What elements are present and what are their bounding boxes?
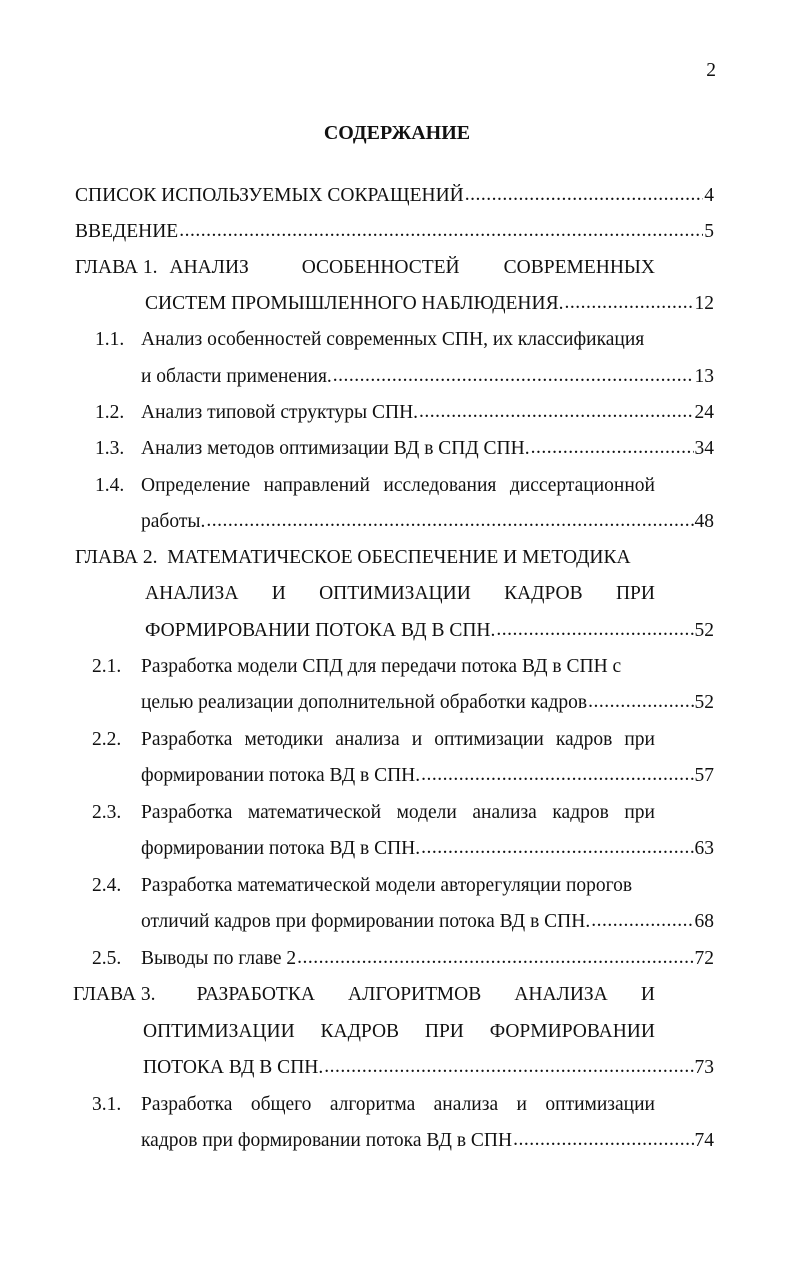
toc-chapter-1-line-2 (145, 293, 714, 319)
toc-page-number: 63 (694, 838, 714, 859)
toc-word: Разработка (141, 729, 233, 750)
toc-page-number: 73 (694, 1057, 714, 1078)
toc-section-1-2 (141, 402, 714, 428)
toc-word: анализа (472, 802, 537, 823)
page-title: СОДЕРЖАНИЕ (323, 122, 471, 144)
toc-entry-text: Разработка математической модели авторегуляции порогов (141, 875, 633, 896)
dot-leader (421, 837, 693, 859)
toc-entry-text: ПОТОКА ВД В СПН. (143, 1057, 324, 1078)
toc-entry-text: Выводы по главе 2 (141, 948, 297, 969)
toc-section-number: 1.3. (95, 438, 125, 459)
toc-word: при (624, 802, 655, 823)
toc-word: математической (247, 802, 382, 823)
toc-entry-text: Анализ типовой структуры СПН. (141, 402, 419, 423)
toc-entry-abbreviations (75, 185, 714, 211)
toc-word: исследования (383, 475, 497, 496)
dot-leader (297, 947, 693, 969)
toc-entry-introduction (75, 221, 714, 247)
toc-section-number: 1.1. (95, 329, 125, 350)
toc-section-number: 2.5. (92, 948, 122, 969)
toc-section-number: 1.2. (95, 402, 125, 423)
dot-leader (324, 1056, 693, 1078)
toc-word: ПРИ (615, 583, 655, 604)
toc-section-2-4-line-1 (141, 875, 714, 901)
toc-entry-text: СИСТЕМ ПРОМЫШЛЕННОГО НАБЛЮДЕНИЯ. (145, 293, 564, 314)
dot-leader (564, 292, 693, 314)
toc-section-1-1-line-2 (141, 366, 714, 392)
toc-word: оптимизации (545, 1094, 655, 1115)
toc-word: при (624, 729, 655, 750)
toc-section-3-1-line-2 (141, 1130, 714, 1156)
toc-entry-text: СПИСОК ИСПОЛЬЗУЕМЫХ СОКРАЩЕНИЙ (75, 185, 464, 206)
toc-word: КАДРОВ (320, 1021, 400, 1042)
toc-page-number: 34 (694, 438, 714, 459)
toc-page-number: 48 (694, 511, 714, 532)
toc-word: направлений (263, 475, 370, 496)
dot-leader (513, 1129, 693, 1151)
toc-chapter-3-line-3 (143, 1057, 714, 1083)
toc-word: общего (250, 1094, 312, 1115)
toc-entry-text: ГЛАВА 2. МАТЕМАТИЧЕСКОЕ ОБЕСПЕЧЕНИЕ И МЕТОДИКА (75, 547, 631, 568)
toc-word: Определение (141, 475, 251, 496)
dot-leader (531, 437, 694, 459)
toc-chapter-3-line-2 (143, 1021, 655, 1047)
toc-word: АНАЛИЗА (514, 984, 608, 1005)
toc-entry-text: ВВЕДЕНИЕ (75, 221, 179, 242)
toc-word: ПРИ (424, 1021, 464, 1042)
toc-word: ФОРМИРОВАНИИ (489, 1021, 655, 1042)
toc-page-number: 12 (694, 293, 714, 314)
toc-word: ОПТИМИЗАЦИИ (319, 583, 471, 604)
toc-section-number: 3.1. (92, 1094, 122, 1115)
toc-word: анализа (335, 729, 400, 750)
toc-entry-text: формировании потока ВД в СПН. (141, 838, 421, 859)
toc-section-number: 1.4. (95, 475, 125, 496)
toc-word: Разработка (141, 802, 233, 823)
toc-chapter-2-line-2 (145, 583, 655, 609)
toc-chapter-1-line-1 (75, 257, 655, 283)
toc-word: РАЗРАБОТКА (196, 984, 315, 1005)
toc-entry-text: работы. (141, 511, 206, 532)
toc-chapter-2-line-3 (145, 620, 714, 646)
toc-word: кадров (552, 802, 609, 823)
toc-entry-text: Разработка модели СПД для передачи потока ВД в СПН с (141, 656, 622, 677)
toc-entry-text: и области применения. (141, 366, 332, 387)
toc-page-number: 74 (694, 1130, 714, 1151)
toc-word: СОВРЕМЕННЫХ (503, 257, 655, 278)
toc-word: оптимизации (434, 729, 544, 750)
toc-section-2-2-line-1 (141, 729, 655, 755)
toc-chapter-2-line-1 (75, 547, 655, 573)
toc-page-number: 5 (704, 221, 714, 242)
toc-word: кадров (555, 729, 613, 750)
toc-chapter-3-line-1 (73, 984, 655, 1010)
toc-section-2-3-line-1 (141, 802, 655, 828)
toc-section-1-4-line-1 (141, 475, 655, 501)
toc-word: КАДРОВ (504, 583, 583, 604)
toc-word: ГЛАВА 1. (75, 257, 158, 278)
toc-word: и (516, 1094, 527, 1115)
toc-section-2-3-line-2 (141, 838, 714, 864)
toc-entry-text: кадров при формировании потока ВД в СПН (141, 1130, 513, 1151)
toc-entry-text: целью реализации дополнительной обработки кадров (141, 692, 588, 713)
dot-leader (421, 764, 693, 786)
toc-entry-text: Анализ методов оптимизации ВД в СПД СПН. (141, 438, 530, 459)
toc-page-number: 13 (694, 366, 714, 387)
toc-word: АНАЛИЗ (169, 257, 249, 278)
toc-word: диссертационной (509, 475, 655, 496)
toc-page-number: 68 (694, 911, 714, 932)
toc-word: И (640, 984, 655, 1005)
toc-page-number: 24 (694, 402, 714, 423)
toc-word: модели (396, 802, 457, 823)
dot-leader (465, 184, 703, 206)
toc-section-1-4-line-2 (141, 511, 714, 537)
toc-section-number: 2.3. (92, 802, 122, 823)
toc-section-3-1-line-1 (141, 1094, 655, 1120)
toc-word: ОСОБЕННОСТЕЙ (301, 257, 460, 278)
toc-entry-text: ФОРМИРОВАНИИ ПОТОКА ВД В СПН. (145, 620, 496, 641)
toc-page-number: 4 (704, 185, 714, 206)
toc-section-2-4-line-2 (141, 911, 714, 937)
toc-entry-text: отличий кадров при формировании потока ВД в СПН. (141, 911, 591, 932)
toc-word: алгоритма (329, 1094, 416, 1115)
toc-word: И (271, 583, 286, 604)
toc-page-number: 52 (694, 620, 714, 641)
toc-word: анализа (433, 1094, 499, 1115)
toc-entry-text: Анализ особенностей современных СПН, их классификация (141, 329, 645, 350)
dot-leader (419, 401, 693, 423)
dot-leader (179, 220, 703, 242)
toc-section-1-3 (141, 438, 714, 464)
toc-page-number: 57 (694, 765, 714, 786)
dot-leader (588, 691, 693, 713)
toc-word: и (411, 729, 423, 750)
dot-leader (206, 510, 693, 532)
toc-section-number: 2.2. (92, 729, 122, 750)
toc-section-number: 2.4. (92, 875, 122, 896)
page-number: 2 (706, 60, 716, 81)
toc-word: ГЛАВА 3. (73, 984, 156, 1005)
toc-word: методики (244, 729, 324, 750)
toc-section-2-1-line-2 (141, 692, 714, 718)
toc-word: Разработка (141, 1094, 233, 1115)
toc-page-number: 52 (694, 692, 714, 713)
toc-word: АЛГОРИТМОВ (348, 984, 482, 1005)
dot-leader (496, 619, 693, 641)
toc-section-2-2-line-2 (141, 765, 714, 791)
dot-leader (333, 365, 694, 387)
toc-entry-text: формировании потока ВД в СПН. (141, 765, 421, 786)
toc-section-1-1-line-1 (141, 329, 714, 355)
toc-section-number: 2.1. (92, 656, 122, 677)
toc-word: АНАЛИЗА (145, 583, 239, 604)
dot-leader (591, 910, 693, 932)
toc-word: ОПТИМИЗАЦИИ (143, 1021, 295, 1042)
toc-page-number: 72 (694, 948, 714, 969)
toc-section-2-5 (141, 948, 714, 974)
toc-section-2-1-line-1 (141, 656, 714, 682)
